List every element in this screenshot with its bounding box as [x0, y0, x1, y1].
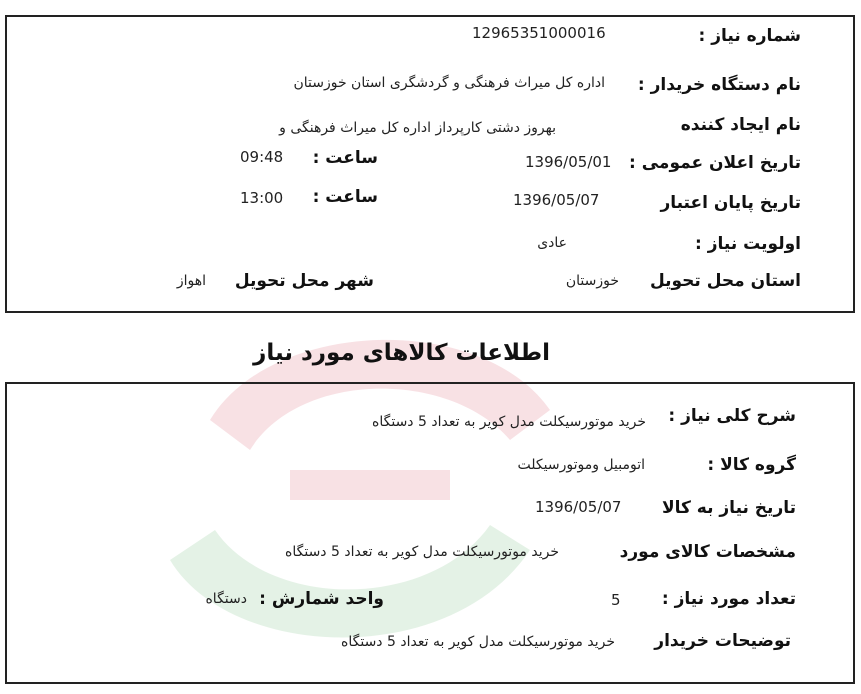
deadline-time-label: ساعت : [312, 187, 378, 207]
quantity-label: تعداد مورد نیاز : [661, 589, 796, 609]
need-number-value: 12965351000016 [472, 24, 606, 42]
goods-specs-label: مشخصات کالای مورد [619, 542, 796, 562]
delivery-province-value: خوزستان [565, 273, 619, 289]
need-date-value: 1396/05/07 [535, 498, 622, 516]
deadline-date-value: 1396/05/07 [513, 191, 600, 209]
goods-specs-value: خرید موتورسیکلت مدل کویر به تعداد 5 دستگاه [285, 544, 559, 560]
buyer-org-value: اداره کل میراث فرهنگی و گردشگری استان خوزستان [293, 75, 605, 91]
quantity-value: 5 [611, 591, 621, 609]
description-value: خرید موتورسیکلت مدل کویر به تعداد 5 دستگاه [372, 414, 646, 430]
announce-date-label: تاریخ اعلان عمومی : [629, 153, 801, 173]
delivery-city-value: اهواز [176, 273, 206, 289]
goods-group-label: گروه کالا : [707, 455, 796, 475]
announce-time-label: ساعت : [312, 148, 378, 168]
priority-label: اولویت نیاز : [695, 234, 801, 254]
goods-group-value: اتومبیل وموتورسیکلت [517, 457, 645, 473]
announce-time-value: 09:48 [240, 148, 284, 166]
deadline-label: تاریخ پایان اعتبار [660, 193, 801, 213]
need-number-label: شماره نیاز : [698, 26, 801, 46]
unit-value: دستگاه [205, 591, 247, 607]
delivery-province-label: استان محل تحویل [649, 271, 801, 291]
priority-value: عادی [537, 235, 567, 251]
creator-value: بهروز دشتی کارپرداز اداره کل میراث فرهنگی و [279, 120, 556, 136]
announce-date-value: 1396/05/01 [525, 153, 612, 171]
description-label: شرح کلی نیاز : [668, 406, 796, 426]
deadline-time-value: 13:00 [240, 189, 284, 207]
unit-label: واحد شمارش : [259, 589, 384, 609]
buyer-notes-value: خرید موتورسیکلت مدل کویر به تعداد 5 دستگاه [341, 634, 615, 650]
buyer-notes-label: توضیحات خریدار [654, 631, 791, 651]
need-date-label: تاریخ نیاز به کالا [661, 498, 796, 518]
creator-label: نام ایجاد کننده [680, 115, 801, 135]
section-title: اطلاعات کالاهای مورد نیاز [253, 340, 550, 366]
delivery-city-label: شهر محل تحویل [234, 271, 374, 291]
buyer-org-label: نام دستگاه خریدار : [637, 75, 801, 95]
